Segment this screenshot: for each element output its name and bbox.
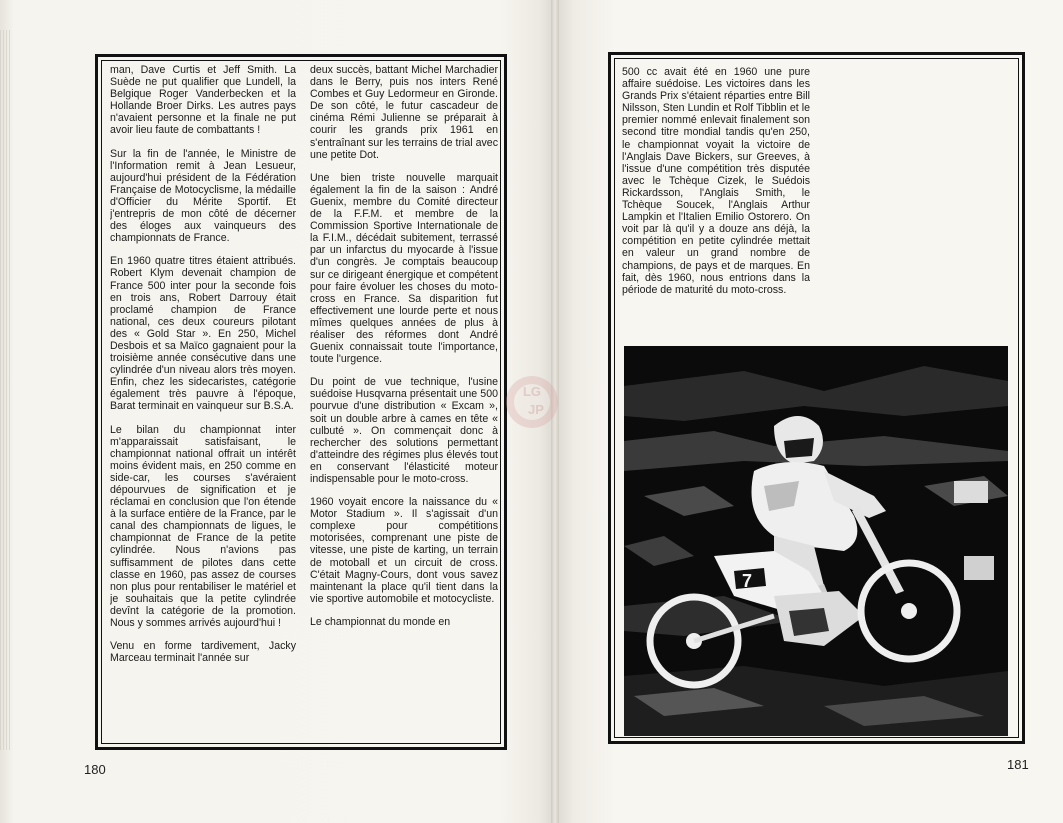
svg-text:LG: LG [522, 384, 542, 399]
paragraph: Le championnat du monde en [310, 615, 451, 628]
paragraph: Sur la fin de l'année, le Ministre de l'Information remit à Jean Lesueur, aujourd'hui président de la Fédération Française de Motocyclisme, la médaille d'Officier du Mérite Sportif. Et j'entrepris de mon côté de décerner des éloges aux vainqueurs des championnats de France. [110, 147, 296, 245]
paragraph: Le bilan du championnat inter m'apparaissait satisfaisant, le championnat national offrait un intérêt moins évident mais, en 250 comme en side-car, les courses s'avéraient dépourvues de signification et je réclamai en conclusion que l'on étende à la surface entière de la France, par le canal des championnats de ligues, le championnat de France de la petite cylindrée. Nous n'avions pas suffisamment de pilotes dans cette classe en 1960, pas assez de courses non plus pour rentabiliser le matériel et je souhaitais que la petite cylindrée devînt la catégorie de la promotion. Nous y sommes arrivés aujourd'hui ! [110, 423, 296, 630]
watermark-logo [502, 362, 568, 444]
paragraph: Une bien triste nouvelle marquait également la fin de la saison : André Guenix, membre du Comité directeur de la F.F.M. et membre de la Commission Sportive Internationale de la F.I.M., décédait subitement, terrassé par un infarctus du myocarde à l'issue d'un congrès. Je comptais beaucoup sur ce dirigeant énergique et compétent pour faire évoluer les choses du moto-cross en France. Sa disparition fut effectivement une lourde perte et nous mîmes quelques années de plus à réaliser des réformes dont André Guenix connaissait toute l'importance, toute l'urgence. [310, 171, 498, 366]
paragraph: Venu en forme tardivement, Jacky Marceau terminait l'année sur [110, 640, 296, 665]
page-number-left: 180 [84, 762, 106, 777]
paragraph: Du point de vue technique, l'usine suédoise Husqvarna présentait une 500 pourvue d'une distribution « Excam », soit un double arbre à cames en tête « culbuté ». On commençait donc à rechercher des solutions permettant d'atteindre des régimes plus élevés tout en conservant l'élasticité moteur indispensable pour le moto-cross. [310, 376, 498, 485]
page-number-right: 181 [1007, 757, 1029, 772]
paragraph: 500 cc avait été en 1960 une pure affaire suédoise. Les victoires dans les Grands Prix s'étaient réparties entre Bill Nilsson, Sten Lundin et Rolf Tibblin et le premier nommé enlevait finalement son second titre mondial tandis qu'en 250, le championnat voyait la victoire de l'Anglais Dave Bickers, sur Greeves, à l'issue d'une compétition très disputée avec le Tchèque Cizek, le Suédois Rickardsson, l'Anglais Smith, le Tchèque Soucek, l'Anglais Arthur Lampkin et l'Italien Emilio Ostorero. On voit par là qu'il y a douze ans déjà, la compétition en petite cylindrée mettait en valeur un grand nombre de champions, de pays et de marques. En fait, dès 1960, nous entrions dans la période de maturité du moto-cross. [622, 66, 810, 296]
right-page-column [622, 66, 810, 344]
photo-illustration [624, 346, 1008, 736]
left-page-column-2 [310, 64, 498, 734]
svg-text:JP: JP [528, 402, 544, 417]
plate-number: 7 [742, 571, 753, 591]
left-page-column-1 [110, 64, 296, 734]
page-edges [0, 30, 10, 750]
paragraph: En 1960 quatre titres étaient attribués. Robert Klym devenait champion de France 500 inter pour la seconde fois en trois ans, Robert Darrouy était proclamé champion de France national, ces deux coureurs pilotant des « Gold Star ». En 250, Michel Desbois et sa Maïco gagnaient pour la troisième année consécutive dans une cylindrée d'un niveau alors très moyen. Enfin, chez les sidecaristes, catégorie également très pauvre à l'époque, Barat terminait en vainqueur sur B.S.A. [110, 255, 296, 413]
paragraph: 1960 voyait encore la naissance du « Motor Stadium ». Il s'agissait d'un complexe pour compétitions motorisées, comprenant une piste de vitesse, une piste de karting, un terrain de motoball et un circuit de cross. C'était Magny-Cours, dont vous savez maintenant la place qu'il tient dans la vie sportive automobile et motocycliste. [310, 496, 498, 605]
paragraph: man, Dave Curtis et Jeff Smith. La Suède ne put qualifier que Lundell, la Belgique Roger Vanderbecken et la Hollande Broer Dirks. Les autres pays n'avaient personne et la finale ne put avoir lieu faute de combattants ! [110, 64, 296, 137]
motocross-rider-photo [624, 346, 1008, 736]
paragraph: deux succès, battant Michel Marchadier dans le Berry, puis nos inters René Combes et Guy Ledormeur en Gironde. De son côté, le futur cascadeur de cinéma Rémi Julienne se préparait à courir les grands prix 1961 en s'entraînant sur les terrains de trial avec une petite Dot. [310, 64, 498, 161]
